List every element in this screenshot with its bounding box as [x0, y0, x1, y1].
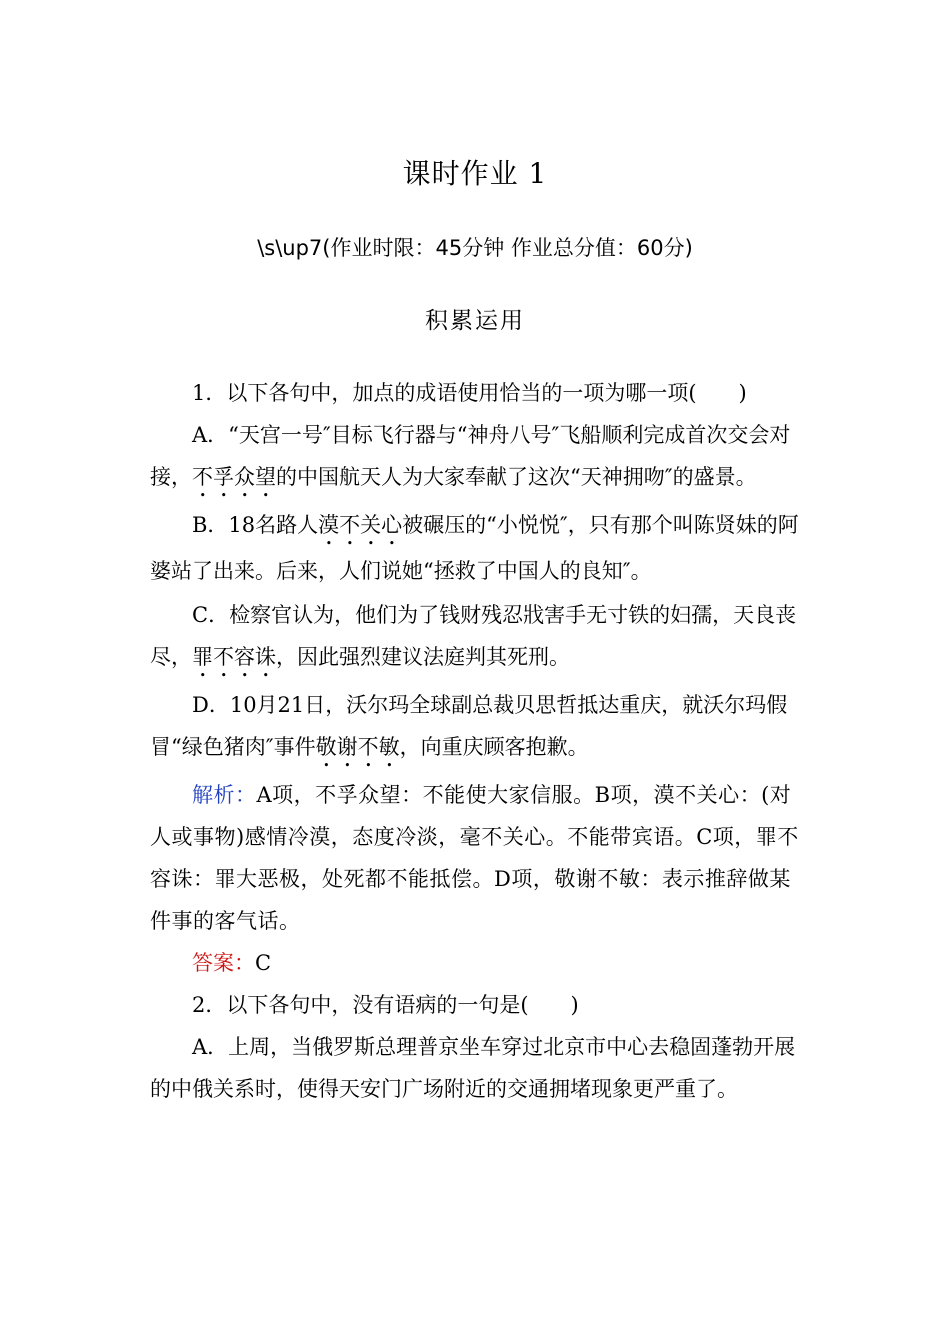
answer-label: 答案： — [192, 951, 255, 975]
option-c-dotted-idiom: 罪不容诛 — [192, 645, 276, 669]
option-b-text-pre: B．18名路人 — [192, 513, 319, 537]
option-c-text-post: ，因此强烈建议法庭判其死刑。 — [276, 645, 570, 669]
question-1-option-a — [150, 414, 800, 502]
option-a-text-pre: A．“天宫一号″目标飞行器与“神舟八号″飞船顺利完成首次交会对接， — [150, 423, 791, 489]
question-2-option-a: A．上周，当俄罗斯总理普京坐车穿过北京市中心去稳固蓬勃开展的中俄关系时，使得天安门广场附近的交通拥堵现象更严重了。 — [150, 1035, 796, 1101]
option-a-dotted-idiom: 不孚众望 — [192, 465, 276, 489]
option-d-text-post: ，向重庆顾客抱歉。 — [399, 735, 589, 759]
page-subtitle: \s\up7(作业时限：45分钟 作业总分值：60分) — [257, 236, 693, 260]
page-title: 课时作业 1 — [402, 157, 548, 190]
question-body — [150, 372, 800, 1110]
question-1-answer — [150, 942, 800, 984]
option-b-text-post: 被碾压的“小悦悦″，只有那个叫陈贤妹的阿婆站了出来。后来，人们说她“拯救了中国人的良知″。 — [150, 513, 799, 583]
option-b-dotted-idiom: 漠不关心 — [318, 513, 403, 537]
question-1-option-d — [150, 684, 800, 772]
section-heading: 积累运用 — [425, 308, 525, 334]
question-1-stem: 1．以下各句中，加点的成语使用恰当的一项为哪一项( ) — [192, 381, 747, 405]
option-a-text-post: 的中国航天人为大家奉献了这次“天神拥吻″的盛景。 — [276, 465, 757, 489]
analysis-label: 解析： — [192, 783, 257, 807]
option-d-dotted-idiom: 敬谢不敏 — [315, 735, 400, 759]
answer-value: C — [255, 951, 272, 975]
option-d-text-pre: D．10月21日，沃尔玛全球副总裁贝思哲抵达重庆，就沃尔玛假冒“绿色猪肉″事件 — [150, 693, 788, 759]
analysis-text: A项，不孚众望：不能使大家信服。B项，漠不关心：(对人或事物)感情冷漠，态度冷淡，毫不关心。不能带宾语。C项，罪不容诛：罪大恶极，处死都不能抵偿。D项，敬谢不敏：表示推辞做某件事的客气话。 — [150, 783, 799, 933]
question-2-stem: 2．以下各句中，没有语病的一句是( ) — [192, 993, 579, 1017]
question-1-analysis — [150, 774, 800, 942]
question-1-option-c — [150, 594, 800, 682]
question-1-option-b — [150, 504, 800, 592]
option-c-text-pre: C．检察官认为，他们为了钱财残忍戕害手无寸铁的妇孺，天良丧尽， — [150, 603, 797, 669]
